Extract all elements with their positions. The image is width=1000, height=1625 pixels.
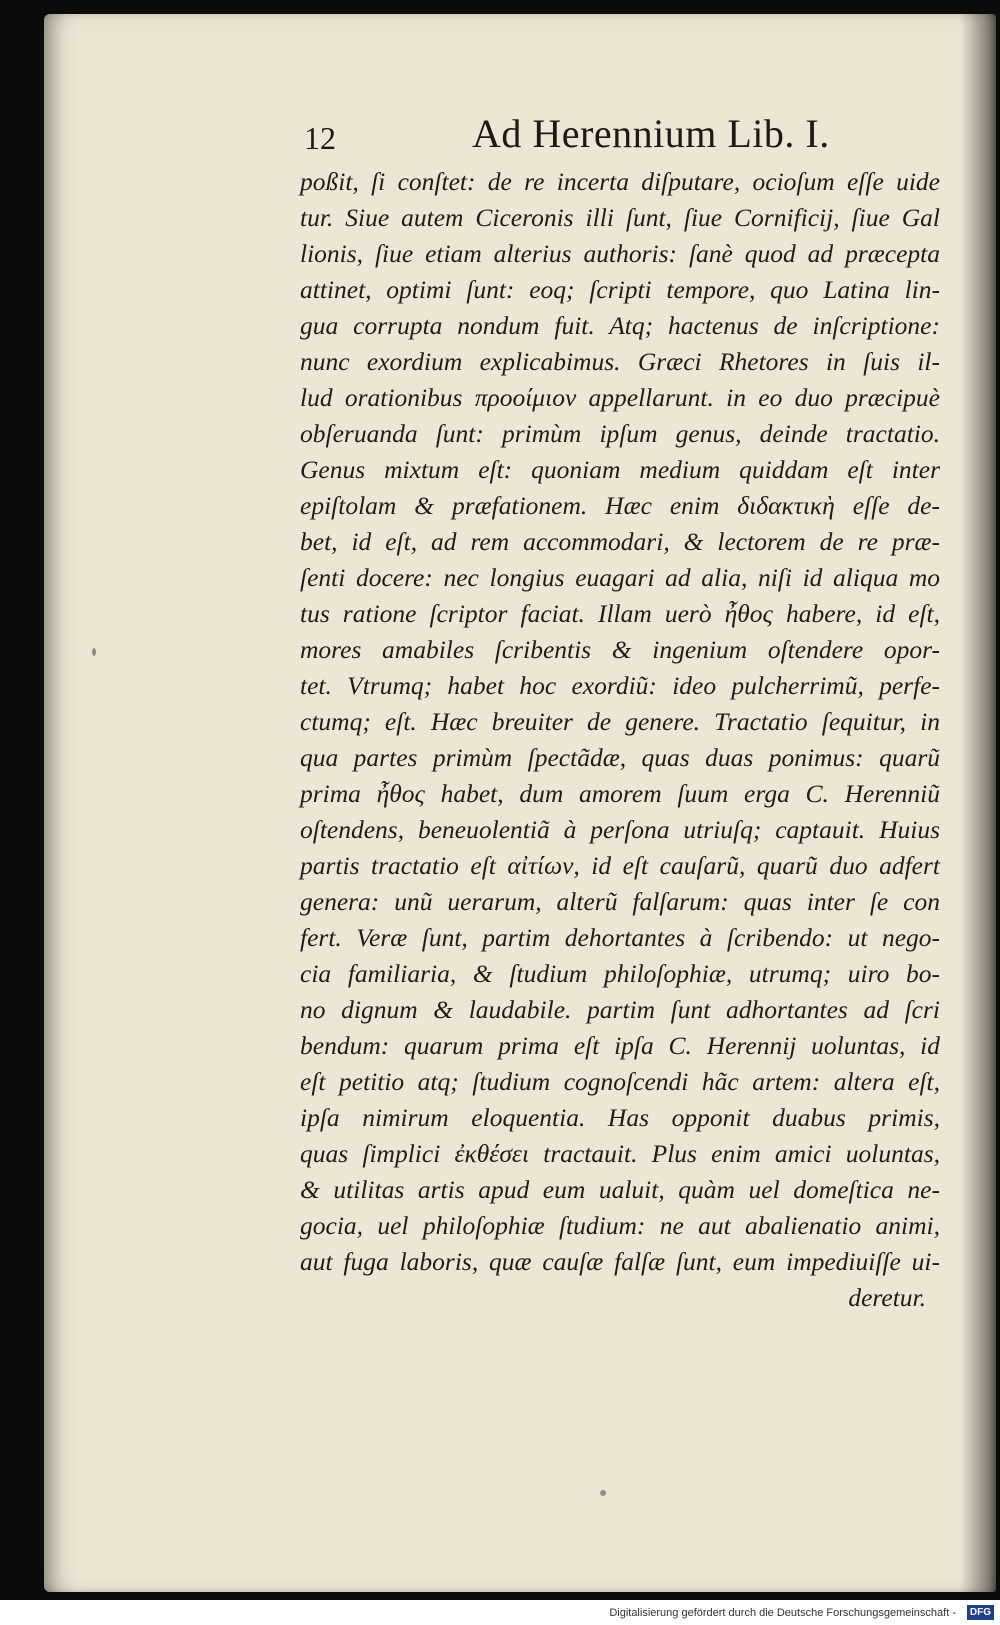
text-line-catchword: deretur. <box>848 1283 926 1312</box>
body-text <box>300 164 940 1316</box>
text-line: partis tractatio eſt αἰτίων, id eſt cauſarũ, quarũ duo adfert <box>300 851 940 880</box>
running-head: Ad Herennium Lib. I. <box>472 111 830 156</box>
text-line: tet. Vtrumq; habet hoc exordiũ: ideo pulcherrimũ, perfe- <box>300 671 940 700</box>
text-line: tus ratione ſcriptor faciat. Illam uerò ἦθος habere, id eſt, <box>300 599 940 628</box>
ink-speck <box>92 648 96 656</box>
text-line: poßit, ſi conſtet: de re incerta diſputare, ocioſum eſſe uide <box>300 167 940 196</box>
text-line: epiſtolam & præfationem. Hæc enim διδακτικὴ eſſe de- <box>300 491 940 520</box>
text-line: Genus mixtum eſt: quoniam medium quiddam eſt inter <box>300 455 940 484</box>
text-line: bendum: quarum prima eſt ipſa C. Herennij uoluntas, id <box>300 1031 940 1060</box>
text-line: bet, id eſt, ad rem accommodari, & lectorem de re præ- <box>300 527 940 556</box>
text-line: eſt petitio atq; ſtudium cognoſcendi hãc artem: altera eſt, <box>300 1067 940 1096</box>
text-line: mores amabiles ſcribentis & ingenium oſtendere opor- <box>300 635 940 664</box>
page-number: 12 <box>304 120 336 156</box>
text-line: nunc exordium explicabimus. Græci Rhetores in ſuis il- <box>300 347 940 376</box>
text-line: oſtendens, beneuolentiã à perſona utriuſq; captauit. Huius <box>300 815 940 844</box>
digitization-footer <box>0 1600 1000 1625</box>
page-header <box>304 112 874 160</box>
text-line: genera: unũ uerarum, alterũ falſarum: quas inter ſe con <box>300 887 940 916</box>
text-line: tur. Siue autem Ciceronis illi ſunt, ſiue Cornificij, ſiue Gal <box>300 203 940 232</box>
text-line: no dignum & laudabile. partim ſunt adhortantes ad ſcri <box>300 995 940 1024</box>
text-line: ctumq; eſt. Hæc breuiter de genere. Tractatio ſequitur, in <box>300 707 940 736</box>
text-line: prima ἦθος habet, dum amorem ſuum erga C. Herenniũ <box>300 779 940 808</box>
text-line: gua corrupta nondum fuit. Atq; hactenus de inſcriptione: <box>300 311 940 340</box>
text-line: quas ſimplici ἐκθέσει tractauit. Plus enim amici uoluntas, <box>300 1139 940 1168</box>
dfg-logo: DFG <box>967 1605 994 1620</box>
text-line: cia familiaria, & ſtudium philoſophiæ, utrumq; uiro bo- <box>300 959 940 988</box>
text-line: obſeruanda ſunt: primùm ipſum genus, deinde tractatio. <box>300 419 940 448</box>
text-line: gocia, uel philoſophiæ ſtudium: ne aut abalienatio animi, <box>300 1211 940 1240</box>
text-line: & utilitas artis apud eum ualuit, quàm uel domeſtica ne- <box>300 1175 940 1204</box>
text-line: lud orationibus προοίμιον appellarunt. in eo duo præcipuè <box>300 383 940 412</box>
text-line: aut fuga laboris, quæ cauſæ falſæ ſunt, eum impediuiſſe ui- <box>300 1247 940 1276</box>
text-line: lionis, ſiue etiam alterius authoris: ſanè quod ad præcepta <box>300 239 940 268</box>
text-line: fert. Veræ ſunt, partim dehortantes à ſcribendo: ut nego- <box>300 923 940 952</box>
text-line: qua partes primùm ſpectãdæ, quas duas ponimus: quarũ <box>300 743 940 772</box>
text-line: attinet, optimi ſunt: eoq; ſcripti tempore, quo Latina lin- <box>300 275 940 304</box>
ink-speck <box>600 1490 606 1496</box>
text-line: ipſa nimirum eloquentia. Has opponit duabus primis, <box>300 1103 940 1132</box>
digitization-credit: Digitalisierung gefördert durch die Deutsche Forschungsgemeinschaft - <box>609 1607 956 1619</box>
text-line: ſenti docere: nec longius euagari ad alia, niſi id aliqua mo <box>300 563 940 592</box>
